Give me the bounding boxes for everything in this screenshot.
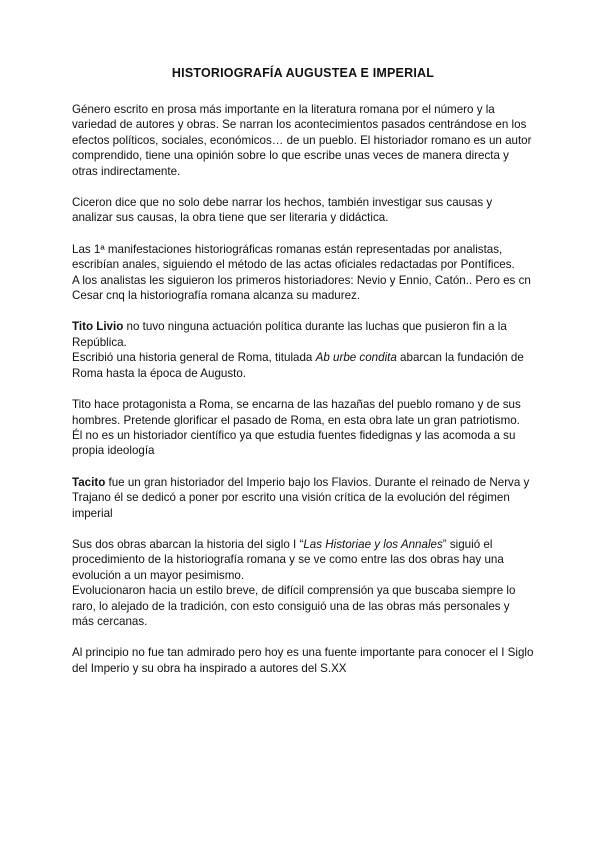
work-title: Ab urbe condita xyxy=(315,351,397,365)
paragraph-line: Las 1ª manifestaciones historiográficas romanas están representadas por analistas, escribían anales, siguiendo el método de las actas oficiales redactadas por Pontífices. xyxy=(72,242,515,272)
paragraph-text: Sus dos obras abarcan la historia del siglo I “ xyxy=(72,537,304,551)
paragraph-tito-protagonista xyxy=(72,397,534,459)
paragraph-text: no tuvo ninguna actuación política durante las luchas que pusieron fin a la República. xyxy=(72,320,507,349)
paragraph-dos-obras xyxy=(72,537,534,629)
paragraph-ciceron: Ciceron dice que no solo debe narrar los hechos, también investigar sus causas y analizar sus causas, la obra tiene que ser literaria y didáctica. xyxy=(72,196,493,225)
paragraph-text: fue un gran historiador del Imperio bajo los Flavios. Durante el reinado de Nerva y Trajano él se dedicó a poner por escrito una visión crítica de la evolución del régimen imperial xyxy=(72,475,530,520)
paragraph-tito-livio xyxy=(72,319,534,381)
paragraph-text: ” siguió el procedimiento de la historiografía romana y se ve como entre las dos obras hay una evolución a un mayor pesimismo. xyxy=(72,537,504,582)
paragraph-conclusion: Al principio no fue tan admirado pero hoy es una fuente importante para conocer el I Siglo del Imperio y su obra ha inspirado a autores del S.XX xyxy=(72,646,534,675)
document-title: HISTORIOGRAFÍA AUGUSTEA E IMPERIAL xyxy=(171,66,435,80)
paragraph-intro: Género escrito en prosa más importante en la literatura romana por el número y la variedad de autores y obras. Se narran los acontecimientos pasados centrándose en los efectos políticos, sociales, económicos… de un pueblo. El historiador romano es un autor comprendido, tiene una opinión sobre lo que escribe unas veces de manera directa y otras indirectamente. xyxy=(72,103,532,178)
paragraph-text: abarcan la fundación de Roma hasta la época de Augusto. xyxy=(72,351,524,380)
paragraph-line xyxy=(72,350,534,381)
paragraph-line: Evolucionaron hacia un estilo breve, de difícil comprensión ya que buscaba siempre lo raro, lo alejado de la tradición, con esto consiguió una de las obras más personales y más cercanas. xyxy=(72,584,516,628)
work-title: Las Historiae y los Annales xyxy=(303,537,443,551)
paragraph-first-manifestations xyxy=(72,242,534,304)
document-page xyxy=(72,66,534,692)
author-name: Tacito xyxy=(72,475,106,489)
paragraph-line: A los analistas les siguieron los primeros historiadores: Nevio y Ennio, Catón.. Pero es cn Cesar cnq la historiografía romana alcanza su madurez. xyxy=(72,273,531,303)
paragraph-line xyxy=(72,319,534,350)
author-name: Tito Livio xyxy=(72,320,124,334)
paragraph-line: Él no es un historiador científico ya que estudia fuentes fidedignas y las acomoda a su propia ideología xyxy=(72,428,516,458)
paragraph-line: Tito hace protagonista a Roma, se encarna de las hazañas del pueblo romano y de sus hombres. Pretende glorificar el pasado de Roma, en esta obra late un gran patriotismo. xyxy=(72,398,521,427)
paragraph-line xyxy=(72,537,534,583)
paragraph-text: Escribió una historia general de Roma, titulada xyxy=(72,351,316,365)
paragraph-tacito xyxy=(72,475,534,521)
